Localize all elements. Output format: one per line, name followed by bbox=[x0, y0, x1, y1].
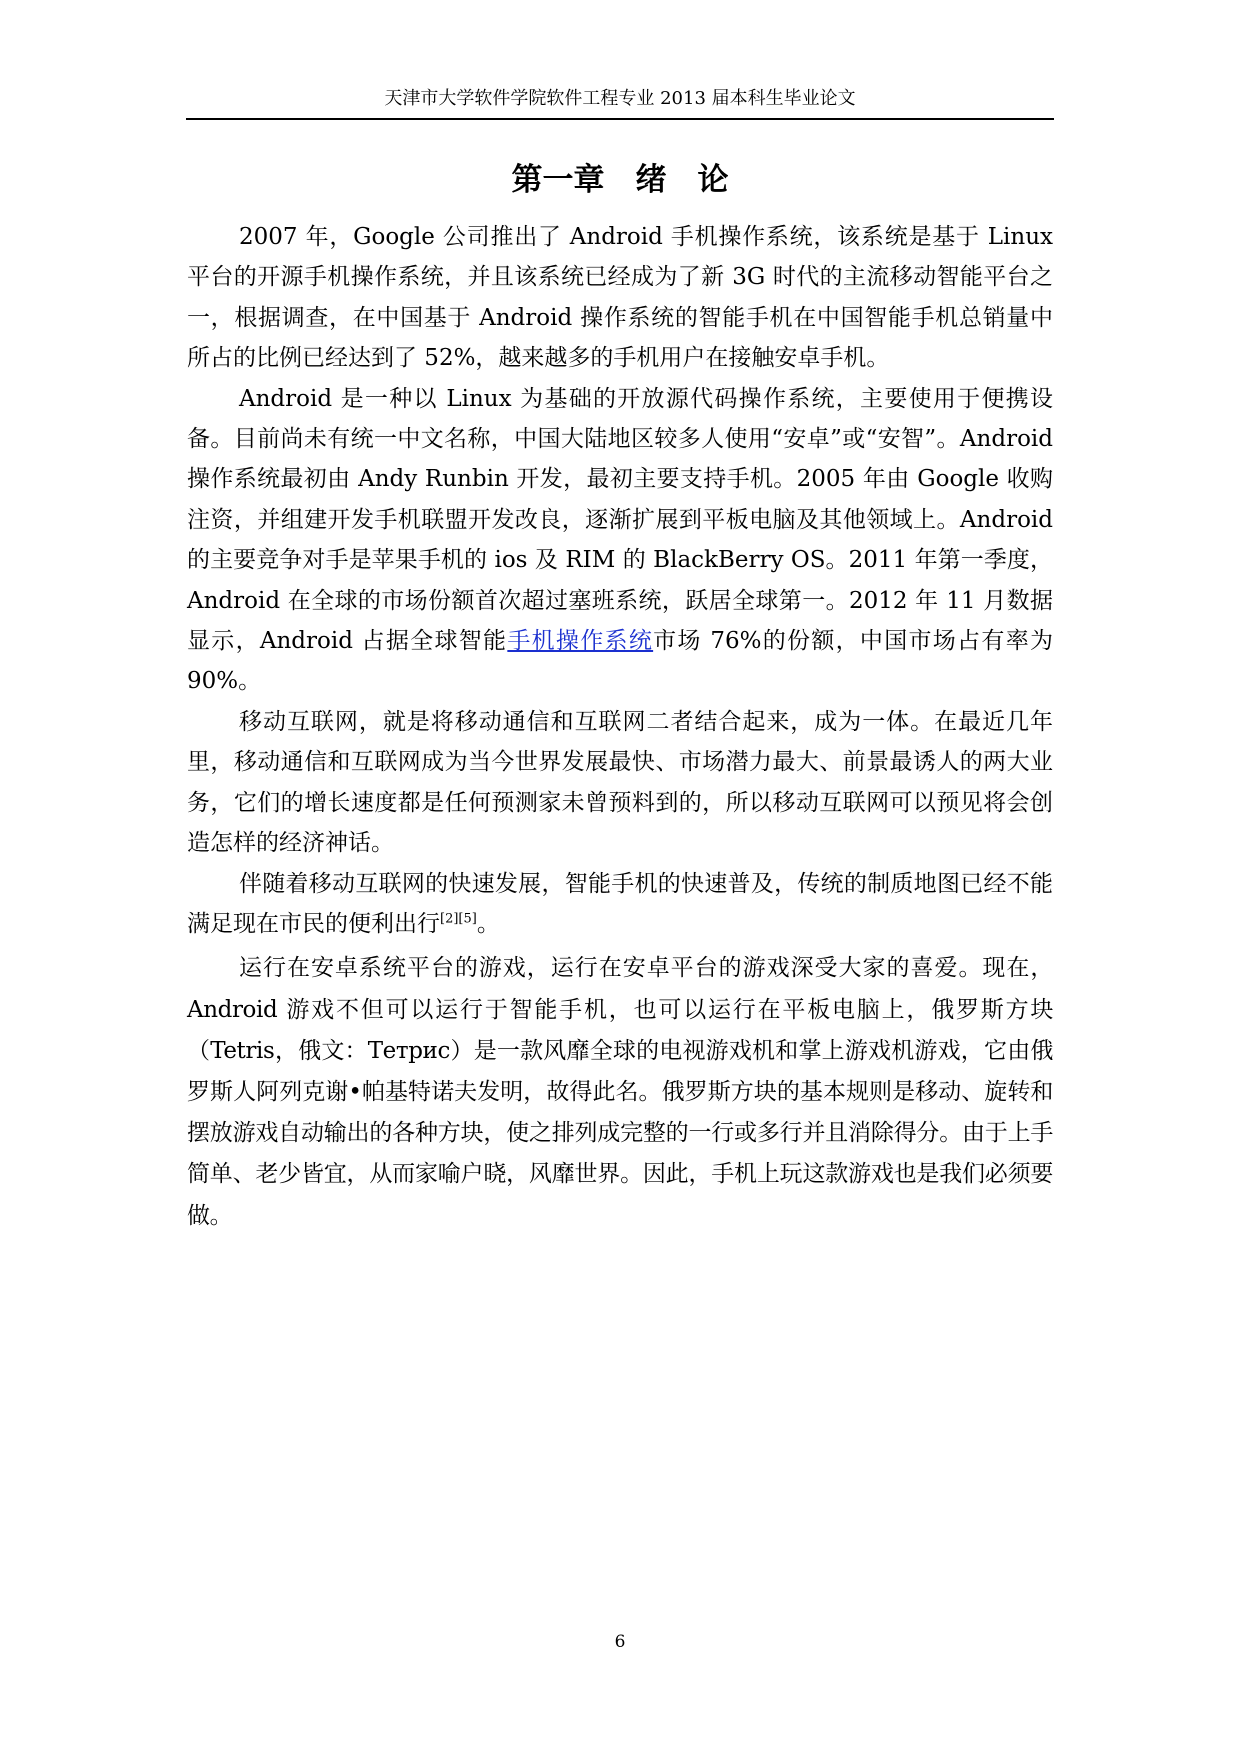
paragraph-2-text: Android 是一种以 Linux 为基础的开放源代码操作系统，主要使用于便携设备。目前尚未有统一中文名称，中国大陆地区较多人使用“安卓”或“安智”。Android 操作系统最初由 Andy Runbin 开发，最初主要支持手机。2005 年由 Google 收购注资，并组建开发手机联盟开发改良，逐渐扩展到平板电脑及其他领域上。Android 的主要竞争对手是苹果手机的 ios 及 RIM 的 BlackBerry OS。2011 年第一季度，Android 在全球的市场份额首次超过塞班系统，跃居全球第一。2012 年 11 月数据显示，Android 占据全球智能 bbox=[187, 385, 1053, 655]
paragraph-2 bbox=[187, 379, 1053, 702]
paragraph-5: 运行在安卓系统平台的游戏，运行在安卓平台的游戏深受大家的喜爱。现在，Android 游戏不但可以运行于智能手机，也可以运行在平板电脑上，俄罗斯方块（Tetris，俄文：Тетрис）是一款风靡全球的电视游戏机和掌上游戏机游戏，它由俄罗斯人阿列克谢•帕基特诺夫发明，故得此名。俄罗斯方块的基本规则是移动、旋转和摆放游戏自动输出的各种方块，使之排列成完整的一行或多行并且消除得分。由于上手简单、老少皆宜，从而家喻户晓，风靡世界。因此，手机上玩这款游戏也是我们必须要做。 bbox=[187, 955, 1053, 1229]
citation-ref[interactable]: [2][5] bbox=[440, 911, 477, 927]
page-number: 6 bbox=[614, 1632, 626, 1652]
paragraph-1: 2007 年，Google 公司推出了 Android 手机操作系统，该系统是基于 Linux 平台的开源手机操作系统，并且该系统已经成为了新 3G 时代的主流移动智能平台之一，根据调查，在中国基于 Android 操作系统的智能手机在中国智能手机总销量中所占的比例已经达到了 52%，越来越多的手机用户在接触安卓手机。 bbox=[187, 224, 1053, 372]
paragraph-4-end: 。 bbox=[476, 910, 500, 937]
body-text bbox=[187, 217, 1053, 1237]
os-hyperlink[interactable]: 手机操作系统 bbox=[507, 628, 654, 655]
paragraph-4-text: 伴随着移动互联网的快速发展，智能手机的快速普及，传统的制质地图已经不能满足现在市民的便利出行 bbox=[187, 870, 1053, 937]
paragraph-4 bbox=[187, 864, 1053, 945]
header-rule bbox=[186, 118, 1054, 120]
paragraph-2-text-end: 市场 76%的份额，中国市场占有率为 90%。 bbox=[187, 628, 1053, 695]
running-header: 天津市大学软件学院软件工程专业 2013 届本科生毕业论文 bbox=[384, 88, 856, 109]
chapter-title: 第一章 绪 论 bbox=[511, 162, 729, 198]
paragraph-3: 移动互联网，就是将移动通信和互联网二者结合起来，成为一体。在最近几年里，移动通信和互联网成为当今世界发展最快、市场潜力最大、前景最诱人的两大业务，它们的增长速度都是任何预测家未曾预料到的，所以移动互联网可以预见将会创造怎样的经济神话。 bbox=[187, 708, 1053, 857]
